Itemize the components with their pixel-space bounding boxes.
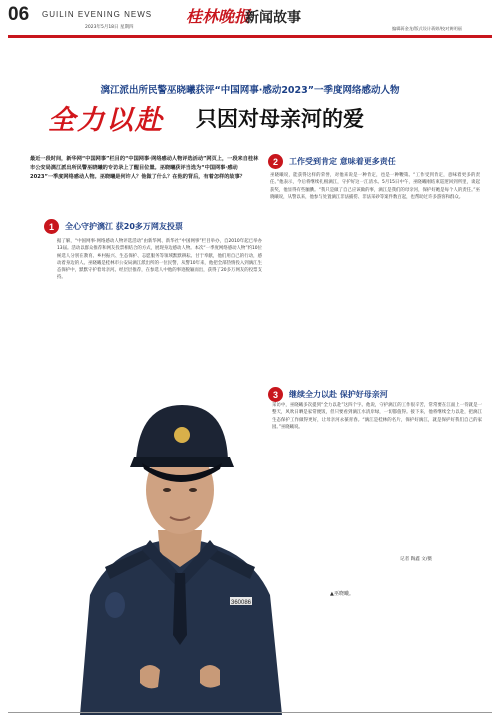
section-3-body: 采访中，巫晓曦多次提到“全力以赴”这四个字。他说，守护漓江的工作很辛苦，常常要在江面上一待就是一整天，风吹日晒是家常便饭，但只要看到漓江水清岸绿，一切都值得。接下来，他将继续全力以赴，把漓江生态保护工作做得更好，让母亲河永葆青春。“漓江是桂林的名片，保护好漓江，就是保护好我们自己的家园。”巫晓曦说。 (272, 403, 482, 430)
page-number: 06 (8, 4, 30, 25)
section-heading-text: 继续全力以赴 保护好母亲河 (289, 390, 388, 399)
paper-name: GUILIN EVENING NEWS (42, 10, 153, 19)
header-divider (8, 35, 492, 38)
section-number-badge: 1 (44, 219, 59, 234)
footer-divider (8, 712, 492, 713)
headline-subtitle: 漓江派出所民警巫晓曦获评“中国网事·感动2023”一季度网络感动人物 (100, 85, 400, 96)
masthead (0, 0, 500, 36)
section-number-badge: 2 (268, 154, 283, 169)
section-heading-text: 全心守护漓江 获20多万网友投票 (65, 222, 183, 231)
newspaper-logo: 桂林晚报 (186, 7, 251, 26)
section-1-body: 据了解，“中国网事·网络感动人物评选活动”由新华网、新华社“中国网事”栏目举办，自2010年起已举办13届。活动以群众推荐和网友投票相结合的方式，展现身边感动人物。本次“一季度网络感动人物”约10位候选人分别在教育、乡村振兴、生态保护、志愿服务等领域默默耕耘、甘于奉献，他们用自己的行动，感动着身边的人。巫晓曦是桂林市公安局漓江派出所的一位民警，从警10年来，他把全部热情投入到漓江生态保护中，默默守护着母亲河。经层层推荐，在参选人中他的事迹脱颖而出，获得了20多万网友的投票支持。 (57, 239, 262, 281)
headline-title: 只因对母亲河的爱 (196, 107, 364, 131)
section-title: 新闻故事 (245, 10, 301, 26)
date-line: 2023年5月18日 星期四 (85, 25, 134, 30)
badge-number: 360086 (231, 600, 252, 606)
editor-credit: 编辑蒋金龙/版式设计蒋婷/校对黄明丽 (392, 26, 462, 31)
headline-calligraphy: 全力以赴 (48, 105, 164, 136)
byline: 记者 陶鑫 文/摄 (400, 557, 433, 562)
section-1-heading (44, 219, 183, 234)
section-2-body: 巫晓曦说，能获得这样的荣誉，对他来说是一种肯定，也是一种鞭策。“工作受到肯定，意味着更多的责任。”他表示，今后将继续扎根漓江，守护好这一江清水。5月15日中午，巫晓曦刚结束巡逻回到所里，谈起获奖，他显得有些腼腆。“我只是做了自己应该做的事，漓江是我们的母亲河，保护好她是每个人的责任。”巫晓曦说，从警以来，他参与处置漓江非法捕捞、非法采砂等案件数百起，也帮助过许多游客和群众。 (270, 173, 480, 200)
photo-caption: ▲巫晓曦。 (330, 591, 354, 597)
section-heading-text: 工作受到肯定 意味着更多责任 (289, 157, 396, 166)
section-3-heading (268, 387, 388, 402)
lead-paragraph: 最近一段时间，新华网“中国网事”栏目的“中国网事·网络感动人物评选活动”网页上，一段来自桂林市公安局漓江派出所民警巫晓曦的专访录上了醒目位置。巫晓曦获评当选为“中国网事·感动2023”一季度网络感动人物。巫晓曦是何许人？他做了什么？在他的背后，有着怎样的故事？ (30, 156, 259, 180)
section-2-heading (268, 154, 396, 169)
section-number-badge: 3 (268, 387, 283, 402)
